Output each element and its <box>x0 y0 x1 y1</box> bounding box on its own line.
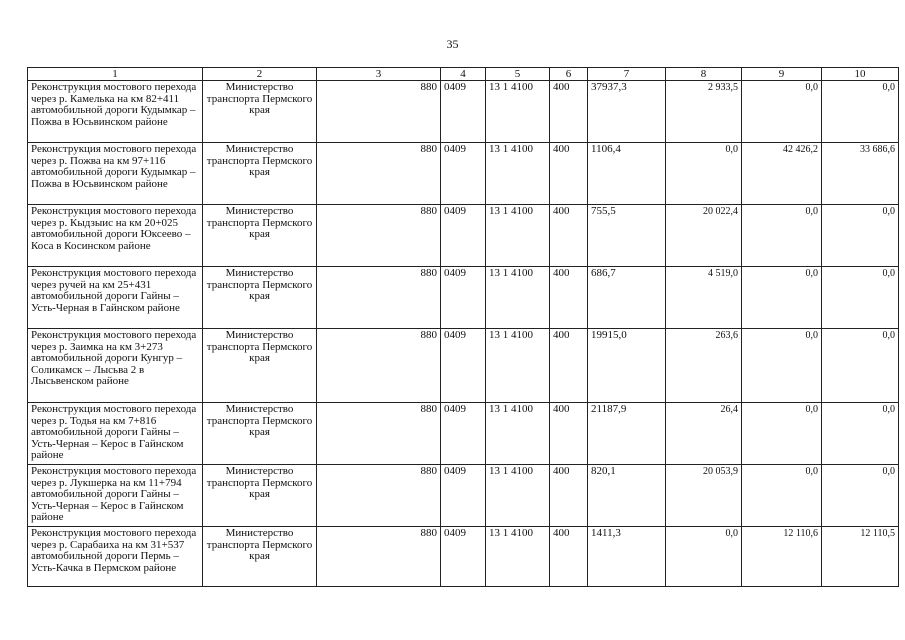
amount-cell-col10: 0,0 <box>822 267 899 329</box>
target-article-cell: 13 1 4100 <box>486 267 550 329</box>
column-header: 5 <box>486 68 550 81</box>
project-name-cell: Реконструкция мостового перехода через р. Кыдзыис на км 20+025 автомобильной дороги Юксеево – Коса в Косинском районе <box>28 205 203 267</box>
amount-cell-col7: 686,7 <box>588 267 666 329</box>
organization-cell: Министерство транспорта Пермского края <box>203 81 317 143</box>
column-header: 3 <box>317 68 441 81</box>
expense-type-cell: 400 <box>550 403 588 465</box>
page-number: 35 <box>446 37 459 51</box>
amount-cell-col7: 1106,4 <box>588 143 666 205</box>
table-row <box>28 205 899 267</box>
column-header: 6 <box>550 68 588 81</box>
project-name-cell: Реконструкция мостового перехода через р. Пожва на км 97+116 автомобильной дороги Кудымкар – Пожва в Юсьвинском районе <box>28 143 203 205</box>
target-article-cell: 13 1 4100 <box>486 527 550 587</box>
expense-type-cell: 400 <box>550 527 588 587</box>
expense-type-cell: 400 <box>550 143 588 205</box>
amount-cell-col10: 12 110,5 <box>822 527 899 587</box>
column-header: 10 <box>822 68 899 81</box>
amount-cell-col8: 20 053,9 <box>666 465 742 527</box>
table-row <box>28 81 899 143</box>
organization-cell: Министерство транспорта Пермского края <box>203 329 317 403</box>
target-article-cell: 13 1 4100 <box>486 143 550 205</box>
amount-cell-col7: 19915,0 <box>588 329 666 403</box>
column-header: 1 <box>28 68 203 81</box>
project-name-cell: Реконструкция мостового перехода через ручей на км 25+431 автомобильной дороги Гайны – Усть-Черная в Гайнском районе <box>28 267 203 329</box>
expense-type-cell: 400 <box>550 267 588 329</box>
table-row <box>28 465 899 527</box>
ministry-code-cell: 880 <box>317 465 441 527</box>
table-row <box>28 329 899 403</box>
amount-cell-col9: 12 110,6 <box>742 527 822 587</box>
table-row <box>28 527 899 587</box>
table-row <box>28 267 899 329</box>
amount-cell-col7: 755,5 <box>588 205 666 267</box>
amount-cell-col10: 0,0 <box>822 403 899 465</box>
amount-cell-col9: 0,0 <box>742 403 822 465</box>
amount-cell-col9: 0,0 <box>742 329 822 403</box>
amount-cell-col9: 0,0 <box>742 465 822 527</box>
amount-cell-col8: 2 933,5 <box>666 81 742 143</box>
section-code-cell: 0409 <box>441 143 486 205</box>
amount-cell-col7: 1411,3 <box>588 527 666 587</box>
amount-cell-col7: 820,1 <box>588 465 666 527</box>
table-row <box>28 403 899 465</box>
target-article-cell: 13 1 4100 <box>486 81 550 143</box>
amount-cell-col7: 21187,9 <box>588 403 666 465</box>
section-code-cell: 0409 <box>441 205 486 267</box>
expense-type-cell: 400 <box>550 205 588 267</box>
ministry-code-cell: 880 <box>317 81 441 143</box>
column-header: 4 <box>441 68 486 81</box>
section-code-cell: 0409 <box>441 527 486 587</box>
organization-cell: Министерство транспорта Пермского края <box>203 205 317 267</box>
project-name-cell: Реконструкция мостового перехода через р. Лукшерка на км 11+794 автомобильной дороги Гайны – Усть-Черная – Керос в Гайнском районе <box>28 465 203 527</box>
project-name-cell: Реконструкция мостового перехода через р. Сарабаиха на км 31+537 автомобильной дороги Пермь – Усть-Качка в Пермском районе <box>28 527 203 587</box>
organization-cell: Министерство транспорта Пермского края <box>203 465 317 527</box>
amount-cell-col8: 4 519,0 <box>666 267 742 329</box>
project-name-cell: Реконструкция мостового перехода через р. Заимка на км 3+273 автомобильной дороги Кунгур – Соликамск – Лысьва 2 в Лысьвенском районе <box>28 329 203 403</box>
ministry-code-cell: 880 <box>317 403 441 465</box>
column-header: 8 <box>666 68 742 81</box>
ministry-code-cell: 880 <box>317 527 441 587</box>
project-name-cell: Реконструкция мостового перехода через р. Тодья на км 7+816 автомобильной дороги Гайны – Усть-Черная – Керос в Гайнском районе <box>28 403 203 465</box>
section-code-cell: 0409 <box>441 465 486 527</box>
section-code-cell: 0409 <box>441 403 486 465</box>
organization-cell: Министерство транспорта Пермского края <box>203 403 317 465</box>
organization-cell: Министерство транспорта Пермского края <box>203 267 317 329</box>
expense-type-cell: 400 <box>550 329 588 403</box>
amount-cell-col8: 20 022,4 <box>666 205 742 267</box>
ministry-code-cell: 880 <box>317 267 441 329</box>
ministry-code-cell: 880 <box>317 329 441 403</box>
target-article-cell: 13 1 4100 <box>486 205 550 267</box>
table-row <box>28 143 899 205</box>
amount-cell-col9: 0,0 <box>742 205 822 267</box>
column-header: 7 <box>588 68 666 81</box>
section-code-cell: 0409 <box>441 267 486 329</box>
section-code-cell: 0409 <box>441 329 486 403</box>
amount-cell-col9: 42 426,2 <box>742 143 822 205</box>
amount-cell-col8: 26,4 <box>666 403 742 465</box>
ministry-code-cell: 880 <box>317 205 441 267</box>
target-article-cell: 13 1 4100 <box>486 329 550 403</box>
amount-cell-col8: 263,6 <box>666 329 742 403</box>
amount-cell-col10: 0,0 <box>822 465 899 527</box>
target-article-cell: 13 1 4100 <box>486 465 550 527</box>
organization-cell: Министерство транспорта Пермского края <box>203 143 317 205</box>
amount-cell-col7: 37937,3 <box>588 81 666 143</box>
column-header: 9 <box>742 68 822 81</box>
project-name-cell: Реконструкция мостового перехода через р. Камелька на км 82+411 автомобильной дороги Кудымкар – Пожва в Юсьвинском районе <box>28 81 203 143</box>
budget-table <box>27 67 899 587</box>
ministry-code-cell: 880 <box>317 143 441 205</box>
expense-type-cell: 400 <box>550 465 588 527</box>
expense-type-cell: 400 <box>550 81 588 143</box>
target-article-cell: 13 1 4100 <box>486 403 550 465</box>
amount-cell-col9: 0,0 <box>742 81 822 143</box>
organization-cell: Министерство транспорта Пермского края <box>203 527 317 587</box>
amount-cell-col10: 0,0 <box>822 81 899 143</box>
amount-cell-col9: 0,0 <box>742 267 822 329</box>
column-header: 2 <box>203 68 317 81</box>
column-number-row <box>28 68 899 81</box>
amount-cell-col8: 0,0 <box>666 527 742 587</box>
section-code-cell: 0409 <box>441 81 486 143</box>
amount-cell-col8: 0,0 <box>666 143 742 205</box>
amount-cell-col10: 33 686,6 <box>822 143 899 205</box>
amount-cell-col10: 0,0 <box>822 329 899 403</box>
amount-cell-col10: 0,0 <box>822 205 899 267</box>
